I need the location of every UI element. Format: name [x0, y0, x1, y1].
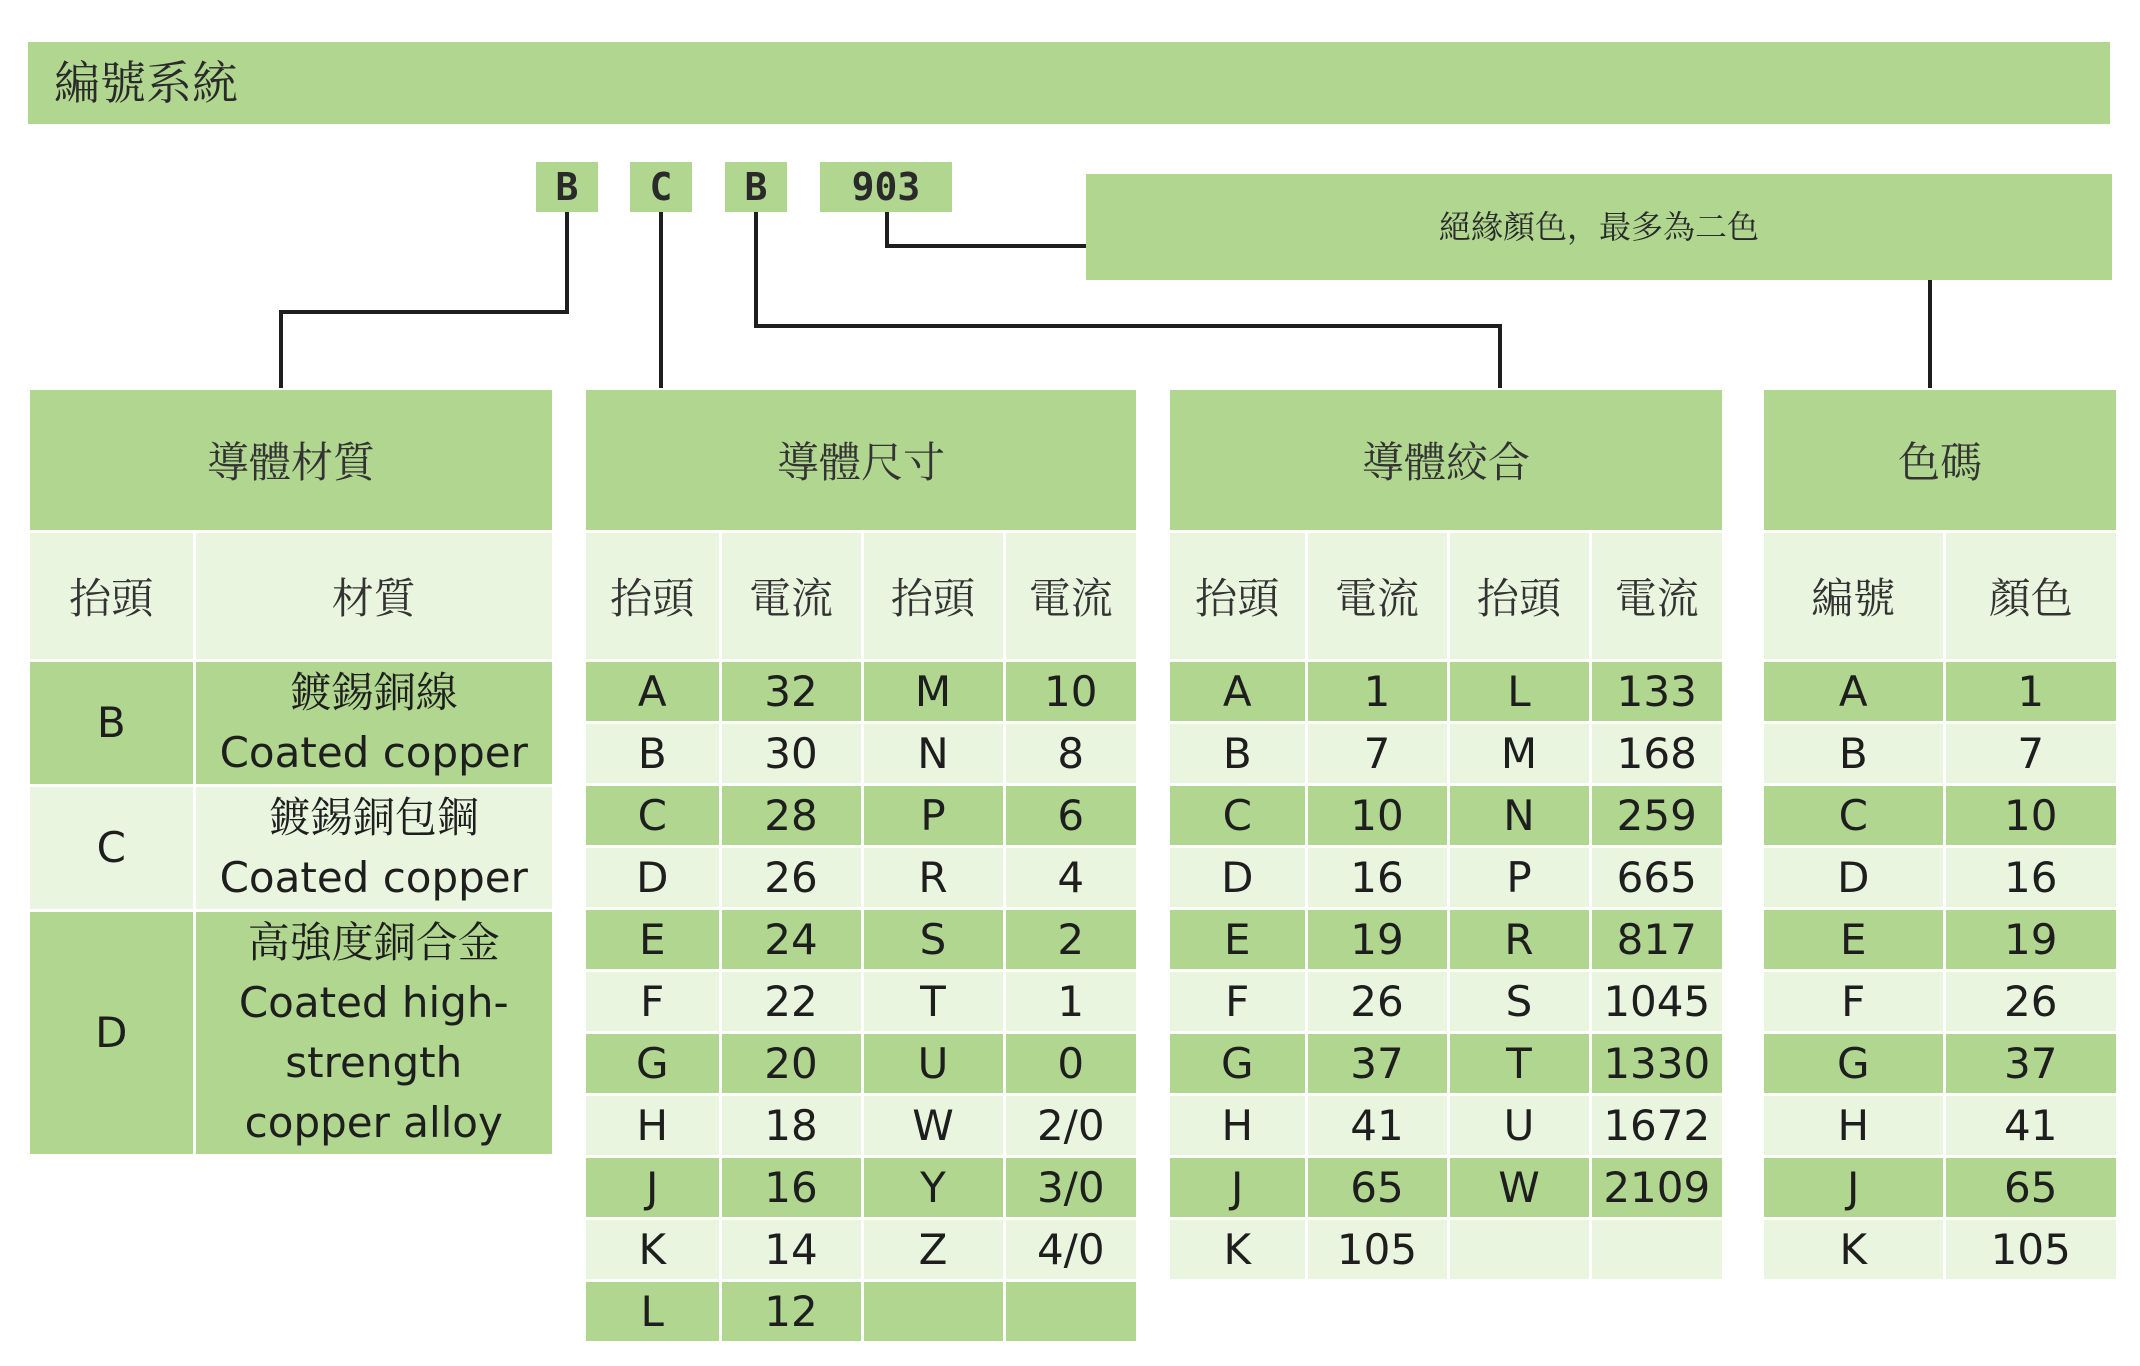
- stranding-table-body: [1170, 661, 1722, 1280]
- material-header-material: 材質: [194, 532, 552, 661]
- material-row-c-code: C: [30, 786, 194, 911]
- stranding-header-current-1: 電流: [1306, 532, 1448, 661]
- color-table: [1764, 390, 2116, 1279]
- stranding-table-row: [1170, 723, 1722, 785]
- color-table-cell: K: [1764, 1219, 1944, 1280]
- size-table-cell: M: [862, 661, 1004, 723]
- color-table-cell: B: [1764, 723, 1944, 785]
- size-table-cell: 14: [720, 1219, 862, 1281]
- color-table-title: 色碼: [1764, 390, 2116, 532]
- code-stranding-box: B: [725, 162, 787, 212]
- size-table-cell: 32: [720, 661, 862, 723]
- color-table-row: [1764, 785, 2116, 847]
- stranding-table-cell: P: [1448, 847, 1590, 909]
- stranding-table-cell: A: [1170, 661, 1306, 723]
- size-table-cell: A: [586, 661, 720, 723]
- size-table-cell: G: [586, 1033, 720, 1095]
- material-row-d-line-2: Coated high-: [238, 978, 509, 1027]
- size-table-row: [586, 723, 1136, 785]
- material-row-b-code: B: [30, 661, 194, 786]
- connector-material: [281, 212, 567, 388]
- color-table-row: [1764, 909, 2116, 971]
- stranding-table-row: [1170, 971, 1722, 1033]
- size-table-cell: 4/0: [1004, 1219, 1136, 1281]
- stranding-table-cell: 26: [1306, 971, 1448, 1033]
- size-table-cell: 18: [720, 1095, 862, 1157]
- size-table-cell: 1: [1004, 971, 1136, 1033]
- color-table-row: [1764, 971, 2116, 1033]
- stranding-table-cell: U: [1448, 1095, 1590, 1157]
- color-table-cell: 7: [1944, 723, 2116, 785]
- color-table-row: [1764, 1219, 2116, 1280]
- material-row-b-line-1: 鍍錫銅線: [289, 668, 458, 717]
- material-row-b-desc: [194, 661, 552, 786]
- stranding-table-row: [1170, 909, 1722, 971]
- color-table-cell: 16: [1944, 847, 2116, 909]
- size-header-current-1: 電流: [720, 532, 862, 661]
- material-row-d-code: D: [30, 911, 194, 1155]
- size-table-cell: 0: [1004, 1033, 1136, 1095]
- stranding-header-current-2: 電流: [1590, 532, 1722, 661]
- stranding-table-cell: C: [1170, 785, 1306, 847]
- stranding-table-cell: B: [1170, 723, 1306, 785]
- color-table-cell: C: [1764, 785, 1944, 847]
- size-table-row: [586, 971, 1136, 1033]
- size-table-cell: F: [586, 971, 720, 1033]
- stranding-table-cell: 2109: [1590, 1157, 1722, 1219]
- size-header-code-2: 抬頭: [862, 532, 1004, 661]
- stranding-table-cell: N: [1448, 785, 1590, 847]
- size-table-cell: 4: [1004, 847, 1136, 909]
- stranding-header-code-2: 抬頭: [1448, 532, 1590, 661]
- stranding-table-cell: [1448, 1219, 1590, 1280]
- size-table-cell: 12: [720, 1281, 862, 1342]
- size-table-cell: R: [862, 847, 1004, 909]
- stranding-table-cell: H: [1170, 1095, 1306, 1157]
- color-table-row: [1764, 723, 2116, 785]
- stranding-table-cell: 168: [1590, 723, 1722, 785]
- material-row-d-desc: [194, 911, 552, 1155]
- stranding-table-cell: 10: [1306, 785, 1448, 847]
- size-table-cell: E: [586, 909, 720, 971]
- color-table-cell: A: [1764, 661, 1944, 723]
- stranding-table-cell: E: [1170, 909, 1306, 971]
- color-table-row: [1764, 661, 2116, 723]
- stranding-table-cell: 19: [1306, 909, 1448, 971]
- size-table-body: [586, 661, 1136, 1342]
- size-table-cell: T: [862, 971, 1004, 1033]
- code-size-box: C: [630, 162, 692, 212]
- code-color-box: 903: [820, 162, 952, 212]
- material-table-title: 導體材質: [30, 390, 552, 532]
- code-material-box: B: [536, 162, 598, 212]
- stranding-table: [1170, 390, 1722, 1279]
- stranding-table-cell: 65: [1306, 1157, 1448, 1219]
- size-table-cell: B: [586, 723, 720, 785]
- color-table-row: [1764, 1095, 2116, 1157]
- size-table-cell: 22: [720, 971, 862, 1033]
- size-table-cell: N: [862, 723, 1004, 785]
- color-table-cell: H: [1764, 1095, 1944, 1157]
- connector-color: [887, 212, 1086, 246]
- color-table-cell: G: [1764, 1033, 1944, 1095]
- color-table-row: [1764, 1157, 2116, 1219]
- material-row-c-line-1: 鍍錫銅包鋼: [268, 793, 479, 842]
- size-table-cell: Y: [862, 1157, 1004, 1219]
- stranding-header-code-1: 抬頭: [1170, 532, 1306, 661]
- size-table-cell: C: [586, 785, 720, 847]
- stranding-table-cell: M: [1448, 723, 1590, 785]
- size-table: [586, 390, 1136, 1341]
- stranding-table-row: [1170, 661, 1722, 723]
- color-table-cell: 41: [1944, 1095, 2116, 1157]
- stranding-table-row: [1170, 1033, 1722, 1095]
- color-table-cell: F: [1764, 971, 1944, 1033]
- color-table-cell: D: [1764, 847, 1944, 909]
- color-table-row: [1764, 1033, 2116, 1095]
- stranding-table-cell: K: [1170, 1219, 1306, 1280]
- size-table-cell: P: [862, 785, 1004, 847]
- stranding-table-cell: 133: [1590, 661, 1722, 723]
- stranding-table-cell: 1: [1306, 661, 1448, 723]
- size-table-cell: 16: [720, 1157, 862, 1219]
- material-row-c-desc: [194, 786, 552, 911]
- color-table-row: [1764, 847, 2116, 909]
- size-table-cell: Z: [862, 1219, 1004, 1281]
- color-table-cell: 19: [1944, 909, 2116, 971]
- color-description-text: 絕緣顏色，最多為二色: [1438, 208, 1759, 246]
- stranding-table-row: [1170, 1219, 1722, 1280]
- size-table-cell: J: [586, 1157, 720, 1219]
- stranding-table-cell: 1045: [1590, 971, 1722, 1033]
- size-table-cell: 6: [1004, 785, 1136, 847]
- stranding-table-cell: T: [1448, 1033, 1590, 1095]
- size-table-cell: 2/0: [1004, 1095, 1136, 1157]
- color-table-cell: 65: [1944, 1157, 2116, 1219]
- color-table-cell: J: [1764, 1157, 1944, 1219]
- size-table-row: [586, 1281, 1136, 1342]
- size-table-row: [586, 1033, 1136, 1095]
- stranding-table-row: [1170, 847, 1722, 909]
- size-table-cell: 2: [1004, 909, 1136, 971]
- size-table-cell: 20: [720, 1033, 862, 1095]
- stranding-table-row: [1170, 785, 1722, 847]
- stranding-table-cell: 37: [1306, 1033, 1448, 1095]
- stranding-table-cell: D: [1170, 847, 1306, 909]
- size-table-cell: 30: [720, 723, 862, 785]
- stranding-table-cell: 105: [1306, 1219, 1448, 1280]
- material-row-d-line-4: copper alloy: [244, 1098, 503, 1147]
- color-table-cell: 26: [1944, 971, 2116, 1033]
- size-table-cell: [862, 1281, 1004, 1342]
- stranding-table-cell: 16: [1306, 847, 1448, 909]
- color-table-cell: 1: [1944, 661, 2116, 723]
- material-row-b-line-2: Coated copper: [219, 728, 528, 777]
- stranding-table-cell: 1330: [1590, 1033, 1722, 1095]
- size-table-cell: H: [586, 1095, 720, 1157]
- size-table-row: [586, 785, 1136, 847]
- stranding-table-cell: R: [1448, 909, 1590, 971]
- page-title: 編號系統: [54, 56, 238, 110]
- color-table-body: [1764, 661, 2116, 1280]
- material-row-c-line-2: Coated copper: [219, 853, 528, 902]
- size-table-cell: 24: [720, 909, 862, 971]
- stranding-table-cell: 665: [1590, 847, 1722, 909]
- color-header-number: 編號: [1764, 532, 1944, 661]
- size-table-cell: 3/0: [1004, 1157, 1136, 1219]
- stranding-table-row: [1170, 1095, 1722, 1157]
- size-table-row: [586, 1095, 1136, 1157]
- size-table-cell: 8: [1004, 723, 1136, 785]
- stranding-table-cell: 41: [1306, 1095, 1448, 1157]
- color-table-cell: 10: [1944, 785, 2116, 847]
- size-table-cell: L: [586, 1281, 720, 1342]
- size-table-row: [586, 909, 1136, 971]
- size-header-code-1: 抬頭: [586, 532, 720, 661]
- size-table-cell: S: [862, 909, 1004, 971]
- size-table-cell: U: [862, 1033, 1004, 1095]
- stranding-table-cell: S: [1448, 971, 1590, 1033]
- stranding-table-cell: 7: [1306, 723, 1448, 785]
- material-row-d-line-3: strength: [285, 1038, 463, 1087]
- size-table-cell: K: [586, 1219, 720, 1281]
- size-table-cell: D: [586, 847, 720, 909]
- size-table-row: [586, 1157, 1136, 1219]
- stranding-table-cell: J: [1170, 1157, 1306, 1219]
- stranding-table-cell: [1590, 1219, 1722, 1280]
- connector-stranding: [756, 212, 1500, 388]
- size-header-current-2: 電流: [1004, 532, 1136, 661]
- material-table: [30, 390, 552, 1154]
- stranding-table-cell: 259: [1590, 785, 1722, 847]
- size-table-cell: [1004, 1281, 1136, 1342]
- size-table-row: [586, 1219, 1136, 1281]
- size-table-row: [586, 661, 1136, 723]
- color-header-color: 顏色: [1944, 532, 2116, 661]
- material-header-code: 抬頭: [30, 532, 194, 661]
- color-table-cell: E: [1764, 909, 1944, 971]
- size-table-title: 導體尺寸: [586, 390, 1136, 532]
- size-table-cell: 28: [720, 785, 862, 847]
- stranding-table-cell: G: [1170, 1033, 1306, 1095]
- size-table-cell: 10: [1004, 661, 1136, 723]
- size-table-cell: W: [862, 1095, 1004, 1157]
- color-table-cell: 37: [1944, 1033, 2116, 1095]
- stranding-table-cell: F: [1170, 971, 1306, 1033]
- stranding-table-cell: 817: [1590, 909, 1722, 971]
- stranding-table-cell: L: [1448, 661, 1590, 723]
- color-table-cell: 105: [1944, 1219, 2116, 1280]
- stranding-table-cell: W: [1448, 1157, 1590, 1219]
- stranding-table-title: 導體絞合: [1170, 390, 1722, 532]
- size-table-cell: 26: [720, 847, 862, 909]
- stranding-table-cell: 1672: [1590, 1095, 1722, 1157]
- material-row-d-line-1: 高強度銅合金: [247, 918, 500, 967]
- stranding-table-row: [1170, 1157, 1722, 1219]
- size-table-row: [586, 847, 1136, 909]
